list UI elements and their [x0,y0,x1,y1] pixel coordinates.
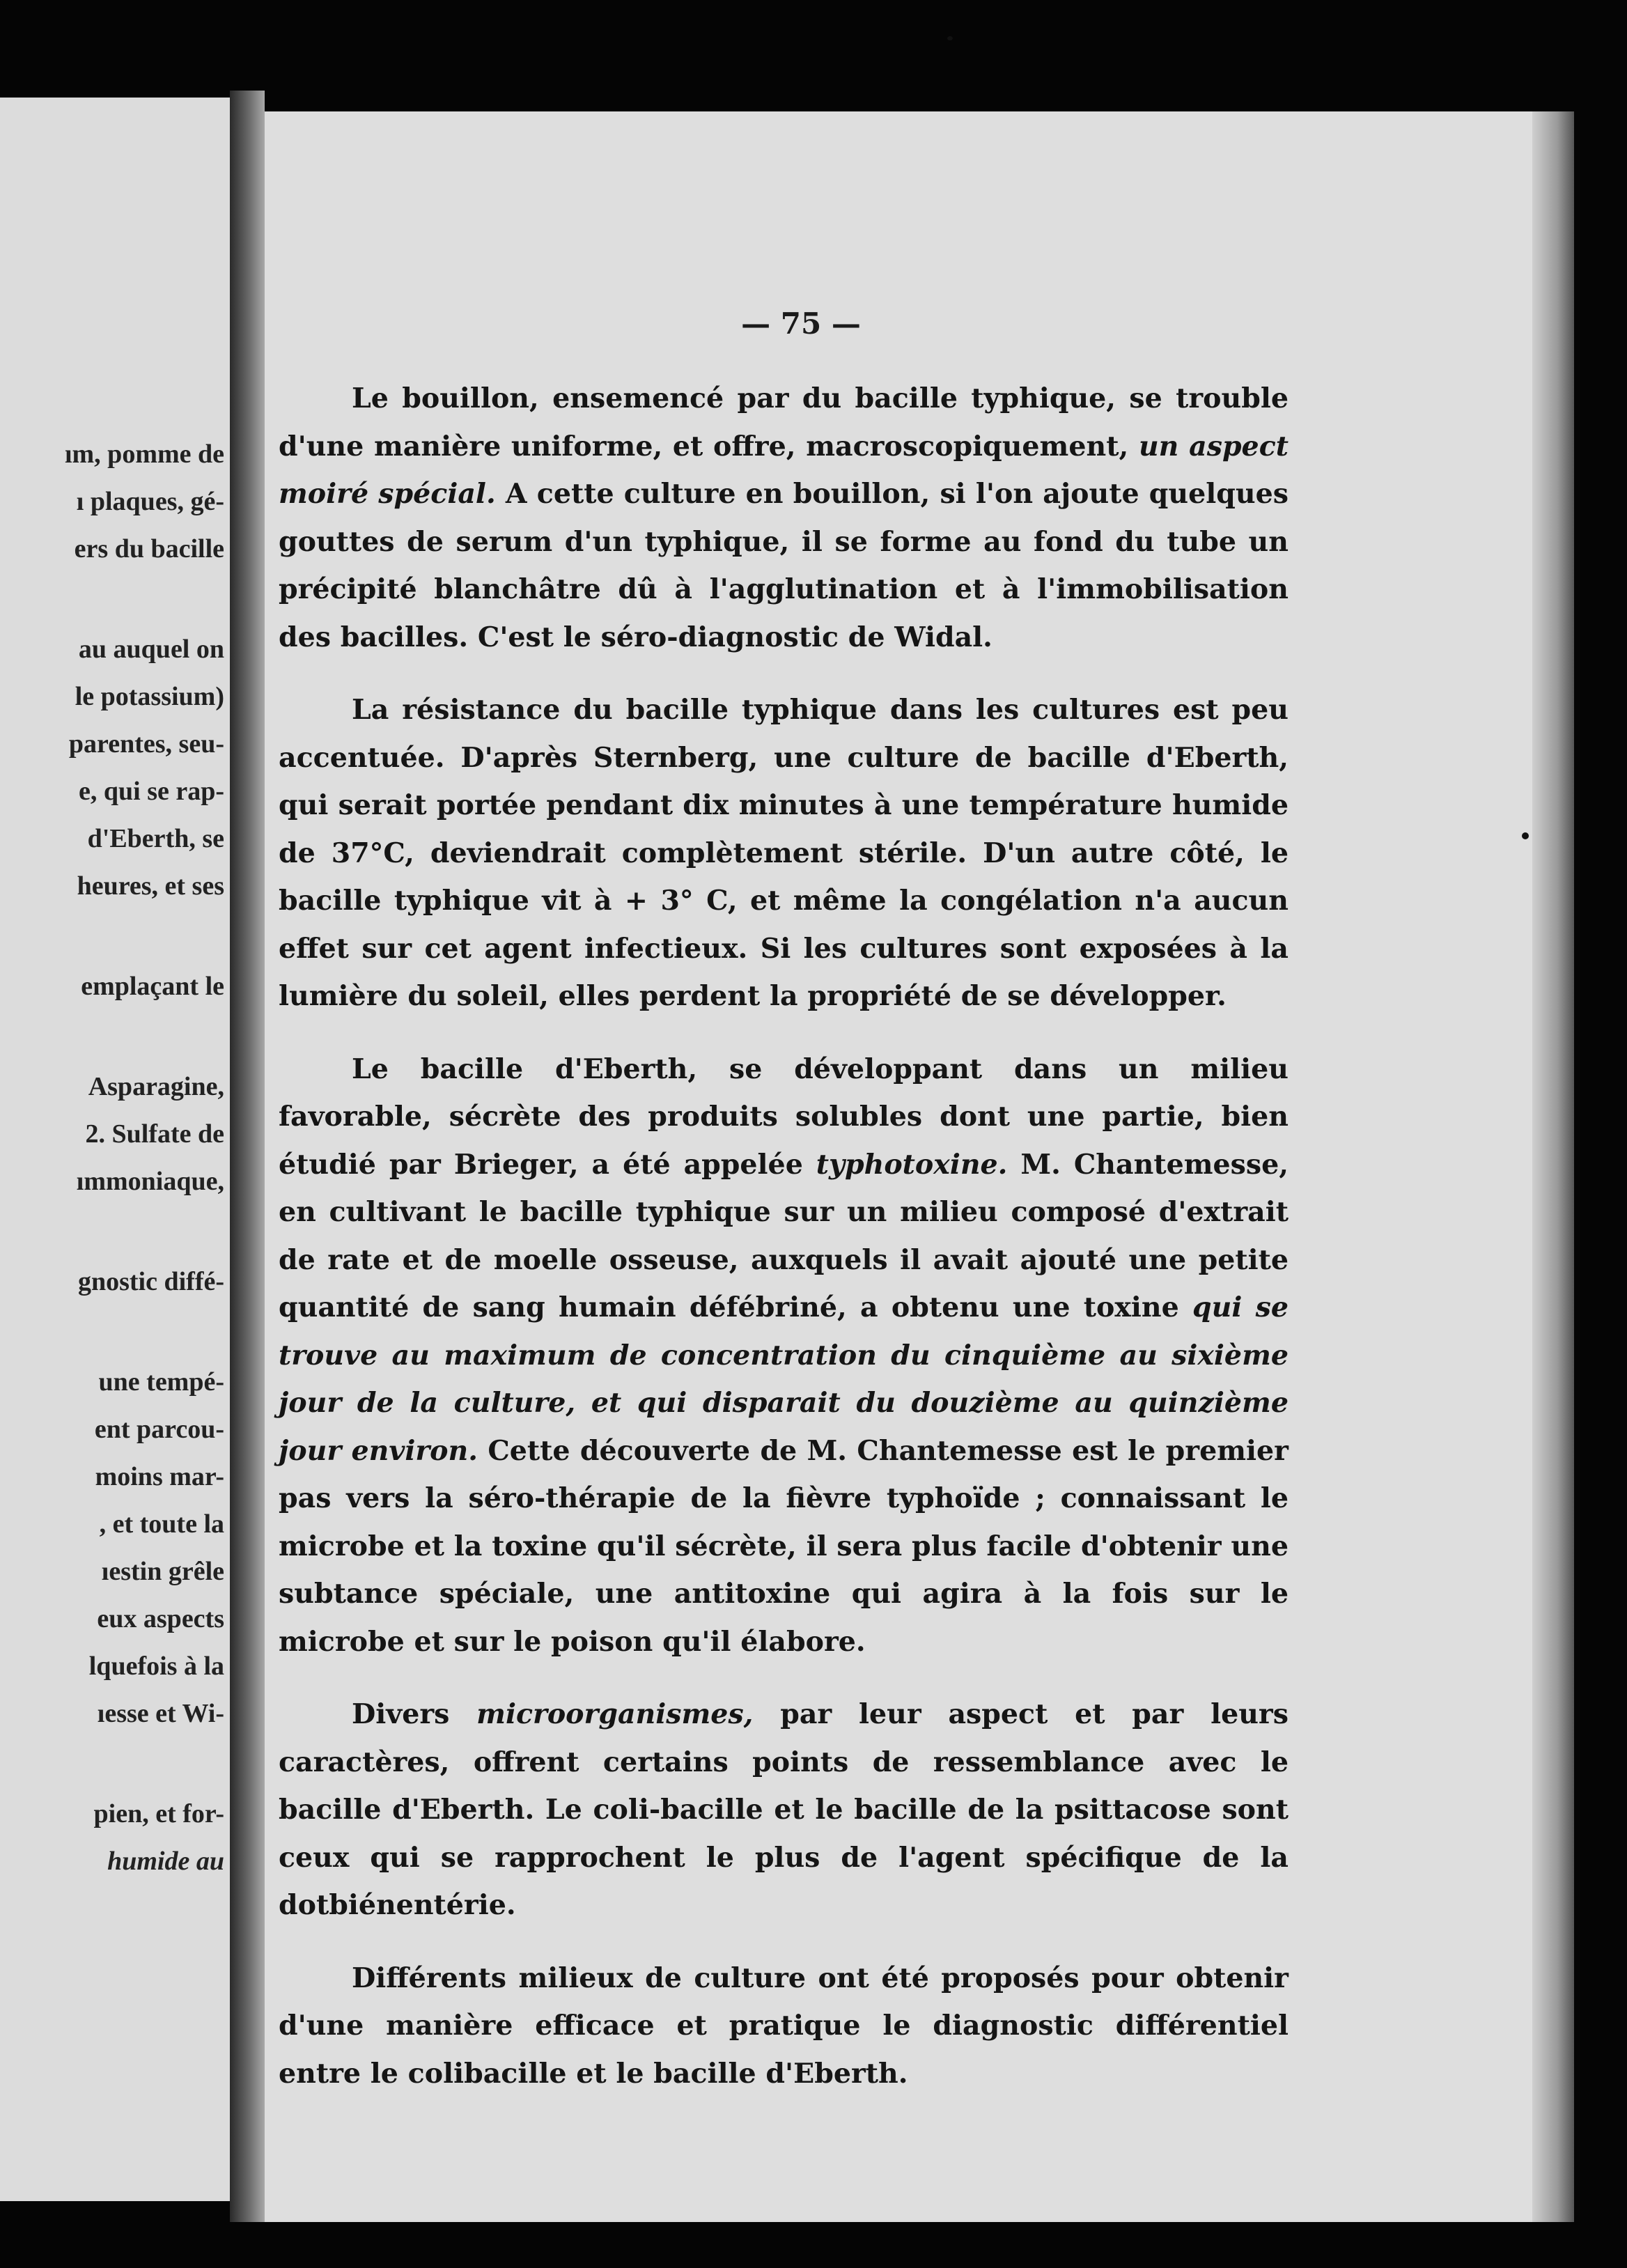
text-run: Cette découverte de M. Chantemesse est le premier pas vers la séro-thérapie de la fièvre typhoïde ; connaissant le microbe et la toxine qu'il sécrète, il sera plus facile d'obtenir une subtance spéciale, une antitoxine qui agira à la fois sur le microbe et sur le poison qu'il élabore. [279,1434,1289,1658]
page-edge-shadow [1532,111,1574,2222]
page-body [279,375,1289,2122]
left-page-line: ers du bacille [74,534,224,564]
text-run: par leur aspect et par leurs caractères, offrent certains points de ressemblance avec le bacille d'Eberth. Le coli-bacille et le bacille de la psittacose sont ceux qui se rapprochent le plus de l'agent spécifique de la dotbiénentérie. [279,1698,1289,1921]
left-page-line: 2. Sulfate de [85,1119,224,1149]
speck [947,36,953,40]
left-page-line: d'Eberth, se [87,824,224,853]
italic-text: microorganismes, [476,1698,754,1730]
left-page-line: ı plaques, gé- [76,487,224,516]
left-page-line: Asparagine, [88,1072,224,1101]
left-page-line: e, qui se rap- [79,777,224,806]
left-page-line: ım, pomme de [64,440,224,469]
page-number: — 75 — [741,306,861,341]
text-run: A cette culture en bouillon, si l'on ajoute quelques gouttes de serum d'un typhique, il se forme au fond du tube un précipité blanchâtre dû à l'agglutination et à l'immobilisation des bacilles. C'est le séro-diagnostic de Widal. [279,478,1289,653]
left-page-line: heures, et ses [77,871,224,901]
left-page-line: ıesse et Wi- [97,1699,224,1728]
paragraph [279,1691,1289,1929]
text-run: Différents milieux de culture ont été proposés pour obtenir d'une manière efficace et pratique le diagnostic différentiel entre le colibacille et le bacille d'Eberth. [279,1962,1289,2090]
text-run: Divers [352,1698,477,1730]
left-page-line: gnostic diffé- [77,1267,224,1296]
book-gutter [230,91,265,2222]
italic-text: qui se trouve au maximum de concentration du cinquième au sixième jour de la culture, et qui disparait du douzième au quinzième jour environ. [279,1291,1289,1467]
left-page-line: eux aspects [97,1604,224,1633]
speck [1522,832,1529,839]
left-page-line: au auquel on [78,635,224,664]
left-page-line: parentes, seu- [68,729,224,759]
left-page-line: pien, et for- [93,1799,224,1828]
paragraph [279,1955,1289,2098]
paragraph [279,1046,1289,1666]
italic-text: typhotoxine. [816,1148,1008,1181]
left-page-line: , et toute la [99,1509,224,1539]
left-page-line: une tempé- [98,1367,224,1397]
paragraph [279,375,1289,661]
text-run: Le bacille d'Eberth, se développant dans un milieu favorable, sécrète des produits solubles dont une partie, bien étudié par Brieger, a été appelée [279,1053,1289,1181]
left-page-line: le potassium) [75,682,224,711]
text-run: Le bouillon, ensemencé par du bacille typhique, se trouble d'une manière uniforme, et offre, macroscopiquement, [279,382,1289,463]
text-run: M. Chantemesse, en cultivant le bacille typhique sur un milieu composé d'extrait de rate et de moelle osseuse, auxquels il avait ajouté une petite quantité de sang humain défébriné, a obtenu une toxine [279,1148,1289,1323]
italic-text: un aspect moiré spécial. [279,430,1289,510]
left-page-line: lquefois à la [88,1652,224,1681]
text-run: La résistance du bacille typhique dans les cultures est peu accentuée. D'après Sternberg, une culture de bacille d'Eberth, qui serait portée pendant dix minutes à une température humide de 37°C, deviendrait complètement stérile. D'un autre côté, le bacille typhique vit à + 3° C, et même la congélation n'a aucun effet sur cet agent infectieux. Si les cultures sont exposées à la lumière du soleil, elles perdent la propriété de se développer. [279,694,1289,1012]
left-page-line: ent parcou- [94,1415,224,1444]
left-facing-page [0,98,230,2201]
left-page-line: moins mar- [95,1462,224,1491]
left-page-line: humide au [107,1847,224,1876]
left-page-line: ımmoniaque, [76,1167,224,1196]
left-page-line: emplaçant le [81,972,224,1001]
paragraph [279,686,1289,1020]
left-page-line: ıestin grêle [101,1557,224,1586]
